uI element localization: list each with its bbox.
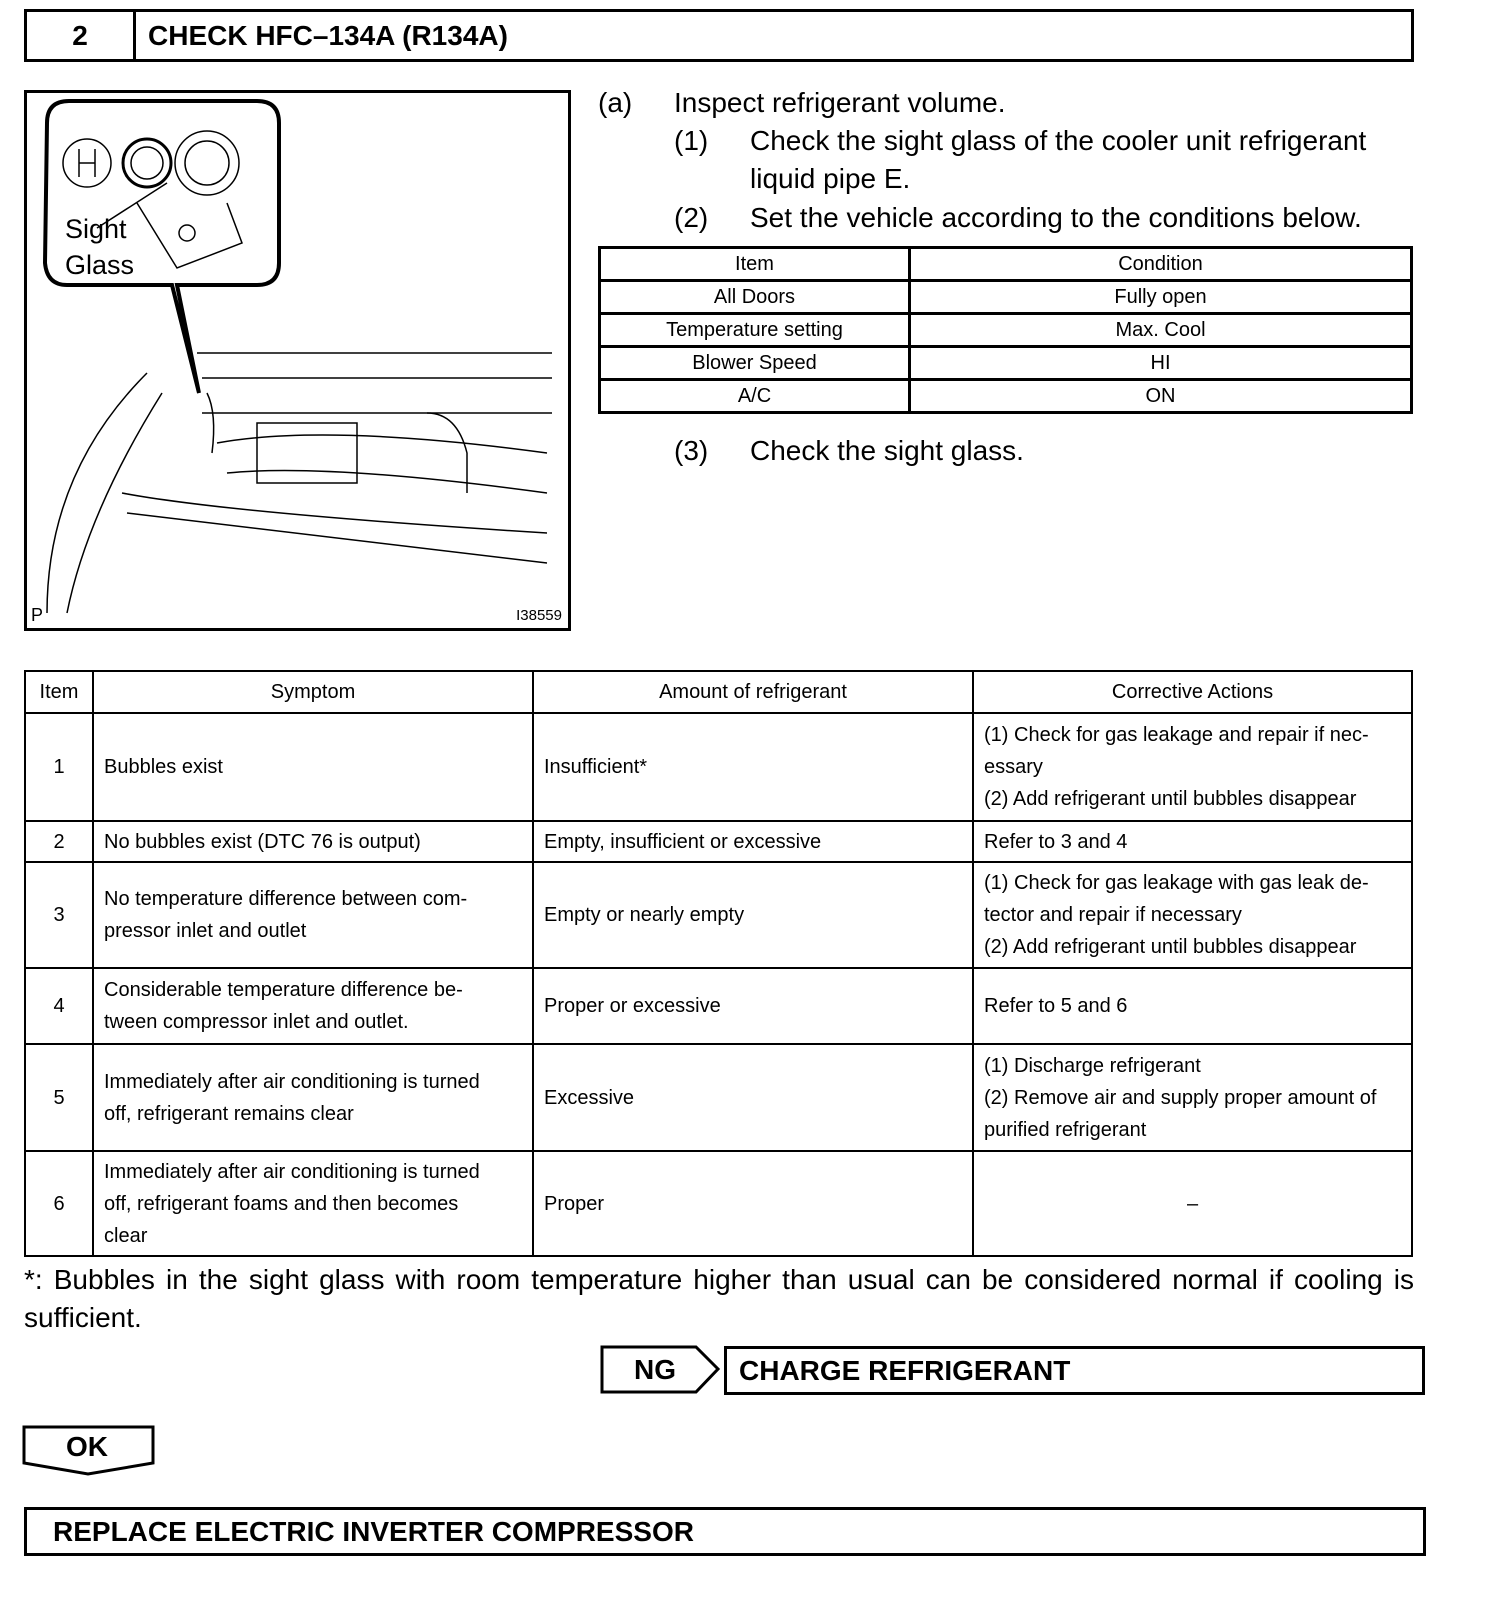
- engine-bay-drawing: [27, 93, 568, 628]
- item-cell: 1: [25, 713, 93, 821]
- table-row: [25, 862, 1412, 968]
- symptom-cell: Considerable temperature difference be- tween compressor inlet and outlet.: [93, 968, 533, 1044]
- item-cell: 6: [25, 1151, 93, 1256]
- column-header: Symptom: [93, 671, 533, 713]
- column-header: Item: [25, 671, 93, 713]
- column-header: Amount of refrigerant: [533, 671, 973, 713]
- callout-label: Sight: [65, 214, 127, 244]
- cell: Blower Speed: [600, 347, 910, 380]
- symptom-cell: Immediately after air conditioning is turned off, refrigerant remains clear: [93, 1044, 533, 1151]
- table-row: [25, 968, 1412, 1044]
- instruction-text: Inspect refrigerant volume.: [674, 87, 1006, 118]
- table-row: [600, 314, 1412, 347]
- item-cell: 2: [25, 821, 93, 862]
- callout-label: Glass: [65, 250, 135, 280]
- cell: ON: [910, 380, 1412, 413]
- table-row: [600, 281, 1412, 314]
- table-row: [25, 1044, 1412, 1151]
- symptom-cell: Immediately after air conditioning is turned off, refrigerant foams and then becomes clear: [93, 1151, 533, 1256]
- table-row: [25, 1151, 1412, 1256]
- step-number: 2: [27, 12, 136, 59]
- action-line: Refer to 5 and 6: [984, 995, 1128, 1017]
- conditions-table: [598, 246, 1413, 414]
- action-line: (1) Discharge refrigerant: [984, 1054, 1201, 1077]
- action-line: (1) Check for gas leakage and repair if nec-: [984, 724, 1369, 746]
- marker: (1): [674, 125, 709, 156]
- actions-cell: [973, 713, 1412, 821]
- symptom-cell: Bubbles exist: [93, 713, 533, 821]
- symptom-cell: No temperature difference between com- pressor inlet and outlet: [93, 862, 533, 968]
- instruction-text: Check the sight glass.: [750, 435, 1024, 466]
- ok-action-box: REPLACE ELECTRIC INVERTER COMPRESSOR: [24, 1507, 1426, 1556]
- cell: HI: [910, 347, 1412, 380]
- marker: (a): [598, 87, 633, 118]
- engine-bay-illustration: [24, 90, 571, 631]
- action-line: (2) Remove air and supply proper amount of: [984, 1086, 1377, 1109]
- instruction-text: Check the sight glass of the cooler unit refrigerant: [750, 125, 1367, 156]
- amount-cell: Insufficient*: [533, 713, 973, 821]
- actions-cell: [973, 1151, 1412, 1256]
- actions-cell: [973, 968, 1412, 1044]
- actions-cell: [973, 1044, 1412, 1151]
- column-header: Item: [600, 248, 910, 281]
- cell: A/C: [600, 380, 910, 413]
- column-header: Condition: [910, 248, 1412, 281]
- cell: Temperature setting: [600, 314, 910, 347]
- action-line: (2) Add refrigerant until bubbles disappear: [984, 936, 1357, 958]
- amount-cell: Empty or nearly empty: [533, 862, 973, 968]
- action-line: (2) Add refrigerant until bubbles disappear: [984, 788, 1357, 810]
- column-header: Corrective Actions: [973, 671, 1412, 713]
- ng-action-box: CHARGE REFRIGERANT: [724, 1346, 1425, 1395]
- table-row: [600, 347, 1412, 380]
- ng-label: NG: [634, 1354, 676, 1385]
- instruction-text: liquid pipe E.: [750, 163, 911, 194]
- action-line: essary: [984, 756, 1043, 778]
- actions-cell: [973, 821, 1412, 862]
- corner-mark: P: [31, 605, 44, 625]
- cell: Max. Cool: [910, 314, 1412, 347]
- ok-label: OK: [66, 1431, 108, 1462]
- amount-cell: Proper or excessive: [533, 968, 973, 1044]
- table-row: [600, 380, 1412, 413]
- amount-cell: Proper: [533, 1151, 973, 1256]
- instruction-1: [674, 122, 1424, 198]
- cell: All Doors: [600, 281, 910, 314]
- action-line: Refer to 3 and 4: [984, 830, 1128, 853]
- action-line: –: [1186, 1192, 1199, 1215]
- symptom-cell: No bubbles exist (DTC 76 is output): [93, 821, 533, 862]
- amount-cell: Excessive: [533, 1044, 973, 1151]
- action-line: tector and repair if necessary: [984, 904, 1242, 926]
- table-row: [25, 821, 1412, 862]
- marker: (3): [674, 435, 709, 466]
- symptom-table: [24, 670, 1413, 1257]
- item-cell: 4: [25, 968, 93, 1044]
- amount-cell: Empty, insufficient or excessive: [533, 821, 973, 862]
- action-line: (1) Check for gas leakage with gas leak de-: [984, 872, 1369, 894]
- step-header: [24, 9, 1414, 62]
- marker: (2): [674, 202, 709, 233]
- footnote: *: Bubbles in the sight glass with room temperature higher than usual can be considered normal if cooling is sufficient.: [24, 1264, 1414, 1333]
- actions-cell: [973, 862, 1412, 968]
- item-cell: 5: [25, 1044, 93, 1151]
- instruction-text: Set the vehicle according to the conditions below.: [750, 202, 1362, 233]
- table-row: [25, 713, 1412, 821]
- item-cell: 3: [25, 862, 93, 968]
- action-line: purified refrigerant: [984, 1118, 1147, 1141]
- cell: Fully open: [910, 281, 1412, 314]
- figure-id: I38559: [516, 607, 562, 624]
- step-title: CHECK HFC–134A (R134A): [148, 19, 508, 51]
